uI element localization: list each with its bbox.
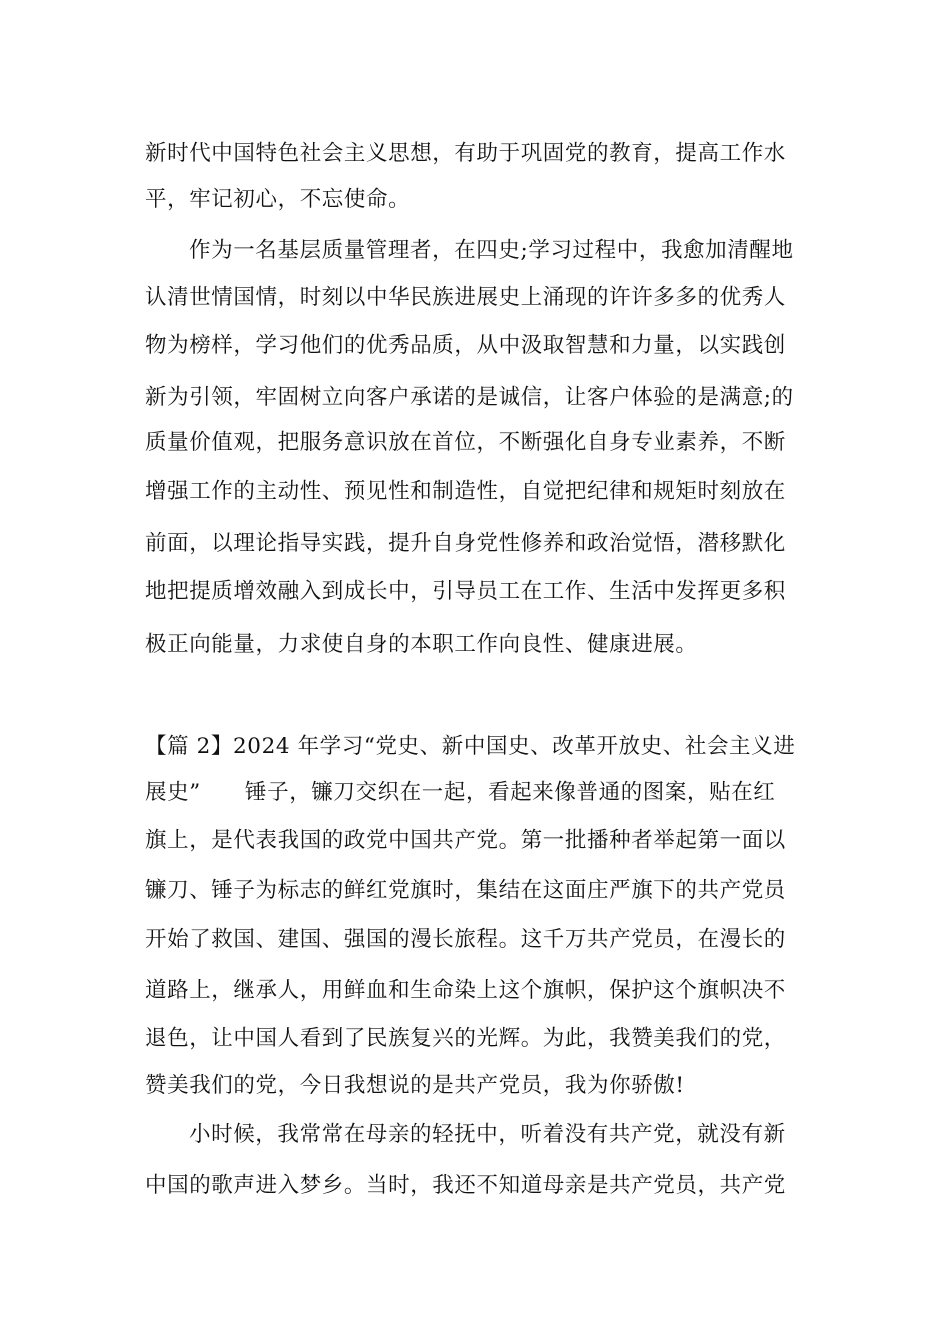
text-line: 中国的歌声进入梦乡。当时，我还不知道母亲是共产党员，共产党	[145, 1173, 786, 1198]
text-line: 平，牢记初心，不忘使命。	[145, 187, 411, 212]
text-line: 镰刀、锤子为标志的鲜红党旗时，集结在这面庄严旗下的共产党员	[145, 878, 786, 903]
text-line: 赞美我们的党，今日我想说的是共产党员，我为你骄傲!	[145, 1073, 685, 1098]
paragraph-first-line: 作为一名基层质量管理者，在四史;学习过程中，我愈加清醒地	[189, 238, 794, 263]
text-line: 开始了救国、建国、强国的漫长旅程。这千万共产党员，在漫长的	[145, 927, 786, 952]
text-line: 认清世情国情，时刻以中华民族进展史上涌现的许许多多的优秀人	[145, 285, 786, 310]
text-line: 前面，以理论指导实践，提升自身党性修养和政治觉悟，潜移默化	[145, 531, 786, 556]
text-line: 新时代中国特色社会主义思想，有助于巩固党的教育，提高工作水	[145, 141, 786, 166]
text-line: 展史” 锤子，镰刀交织在一起，看起来像普通的图案，贴在红	[145, 780, 776, 805]
paragraph-first-line: 小时候，我常常在母亲的轻抚中，听着没有共产党，就没有新	[189, 1122, 786, 1147]
section-heading-line: 【篇 2】2024 年学习“党史、新中国史、改革开放史、社会主义进	[145, 734, 796, 759]
text-line: 地把提质增效融入到成长中，引导员工在工作、生活中发挥更多积	[145, 579, 786, 604]
text-line: 道路上，继承人，用鲜血和生命染上这个旗帜，保护这个旗帜决不	[145, 978, 786, 1003]
text-line: 极正向能量，力求使自身的本职工作向良性、健康进展。	[145, 632, 698, 657]
text-line: 物为榜样，学习他们的优秀品质，从中汲取智慧和力量，以实践创	[145, 333, 786, 358]
text-line: 旗上，是代表我国的政党中国共产党。第一批播种者举起第一面以	[145, 828, 786, 853]
text-line: 退色，让中国人看到了民族复兴的光辉。为此，我赞美我们的党，	[145, 1026, 786, 1051]
text-line: 质量价值观，把服务意识放在首位，不断强化自身专业素养，不断	[145, 430, 786, 455]
text-line: 新为引领，牢固树立向客户承诺的是诚信，让客户体验的是满意;的	[145, 385, 794, 410]
text-line: 增强工作的主动性、预见性和制造性，自觉把纪律和规矩时刻放在	[145, 479, 786, 504]
